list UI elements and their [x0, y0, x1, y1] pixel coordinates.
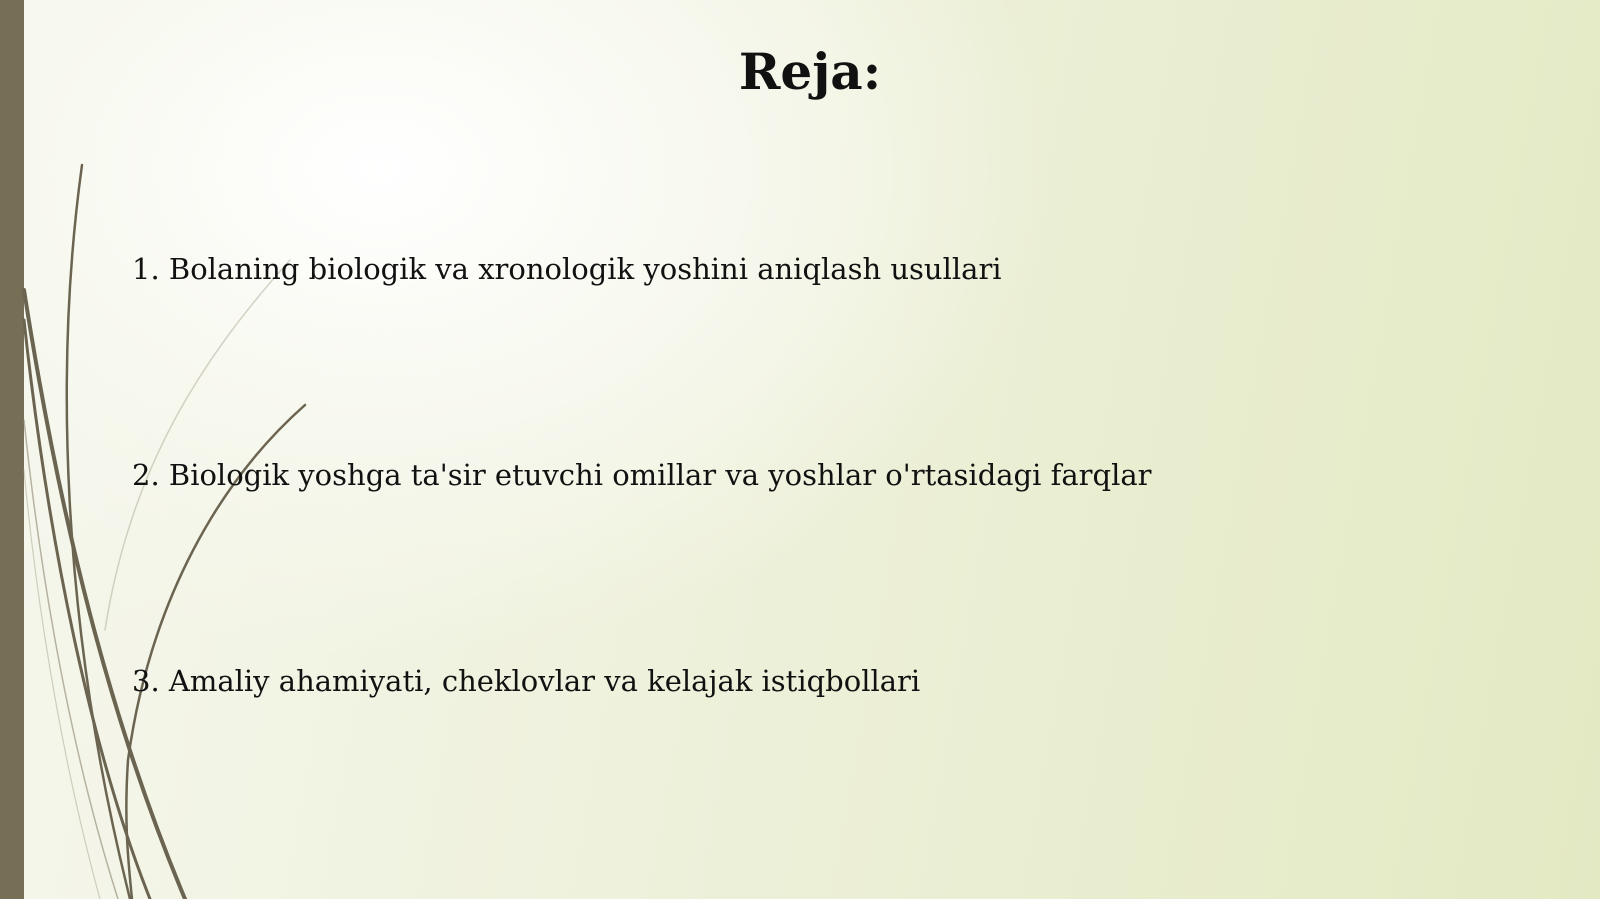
list-item	[132, 455, 1152, 495]
list-item	[132, 249, 1002, 289]
list-item-text: Bolaning biologik va xronologik yoshini aniqlash usullari	[168, 252, 1002, 286]
list-item-number: 3.	[132, 664, 160, 698]
list-item-text: Biologik yoshga ta'sir etuvchi omillar va yoshlar o'rtasidagi farqlar	[168, 458, 1152, 492]
grass-stems-icon	[0, 0, 400, 899]
list-item-number: 1.	[132, 252, 160, 286]
list-item-number: 2.	[132, 458, 160, 492]
list-item-text: Amaliy ahamiyati, cheklovlar va kelajak istiqbollari	[168, 664, 921, 698]
slide-title: Reja:	[738, 42, 882, 101]
list-item	[132, 661, 920, 701]
